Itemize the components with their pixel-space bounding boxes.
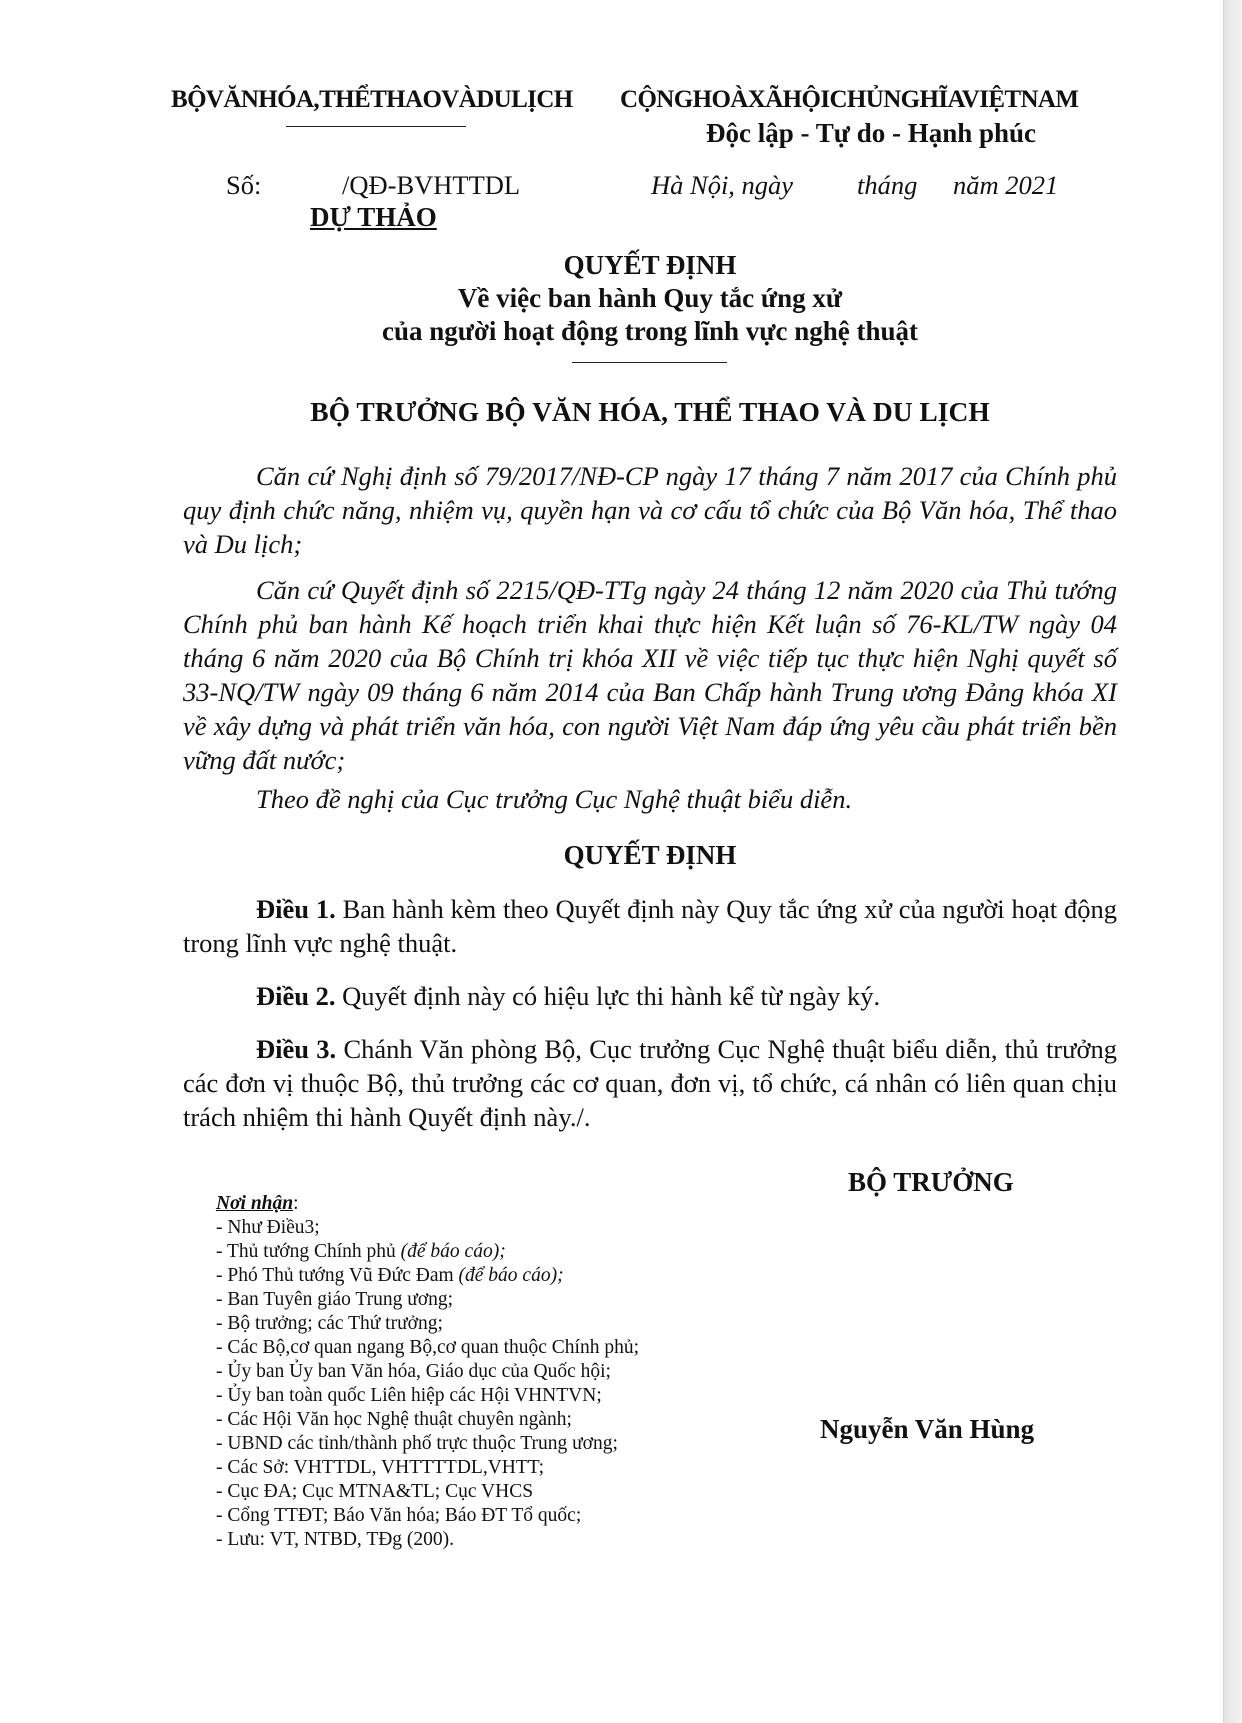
title-underline	[572, 362, 727, 363]
list-item: - Lưu: VT, NTBD, TĐg (200).	[216, 1529, 455, 1550]
preamble-paragraph-1: Căn cứ Nghị định số 79/2017/NĐ-CP ngày 17 tháng 7 năm 2017 của Chính phủ quy định chức năng, nhiệm vụ, quyền hạn và cơ cấu tổ chức của Bộ Văn hóa, Thể thao và Du lịch;	[183, 461, 1117, 559]
article-1-label: Điều 1.	[256, 894, 336, 924]
country-name: CỘNGHOÀXÃHỘICHỦNGHĨAVIỆTNAM	[620, 86, 1079, 113]
document-number-label: Số:	[226, 170, 262, 200]
article-2-label: Điều 2.	[256, 981, 336, 1011]
list-item: - Ban Tuyên giáo Trung ương;	[216, 1289, 454, 1310]
preamble-paragraph-3: Theo đề nghị của Cục trưởng Cục Nghệ thuật biểu diễn.	[256, 784, 853, 814]
draft-label: DỰ THẢO	[310, 202, 437, 232]
list-item: - Các Hội Văn học Nghệ thuật chuyên ngành;	[216, 1409, 572, 1430]
list-item: - Ủy ban Ủy ban Văn hóa, Giáo dục của Quốc hội;	[216, 1361, 611, 1382]
preamble-paragraph-2: Căn cứ Quyết định số 2215/QĐ-TTg ngày 24 tháng 12 năm 2020 của Thủ tướng Chính phủ ban hành Kế hoạch triển khai thực hiện Kết luận số 76-KL/TW ngày 04 tháng 6 năm 2020 của Bộ Chính trị khóa XII về việc tiếp tục thực hiện Nghị quyết số 33-NQ/TW ngày 09 tháng 6 năm 2014 của Ban Chấp hành Trung ương Đảng khóa XI về xây dựng và phát triển văn hóa, con người Việt Nam đáp ứng yêu cầu phát triển bền vững đất nước;	[183, 575, 1117, 775]
list-item: - Cổng TTĐT; Báo Văn hóa; Báo ĐT Tổ quốc;	[216, 1505, 582, 1526]
document-subject-line2: của người hoạt động trong lĩnh vực nghệ thuật	[382, 316, 918, 346]
date-year: năm 2021	[953, 170, 1059, 200]
document-title: QUYẾT ĐỊNH	[563, 250, 737, 280]
article-3-label: Điều 3.	[256, 1034, 337, 1064]
signer-title: BỘ TRƯỞNG	[848, 1167, 1014, 1197]
list-item: - Các Bộ,cơ quan ngang Bộ,cơ quan thuộc Chính phủ;	[216, 1337, 640, 1358]
issuing-authority: BỘ TRƯỞNG BỘ VĂN HÓA, THỂ THAO VÀ DU LỊCH	[310, 396, 990, 427]
list-item: - Các Sở: VHTTDL, VHTTTTDL,VHTT;	[216, 1457, 545, 1478]
list-item: - Ủy ban toàn quốc Liên hiệp các Hội VHNTVN;	[216, 1385, 602, 1406]
article-3	[183, 1032, 1117, 1134]
list-item: - UBND các tỉnh/thành phố trực thuộc Trung ương;	[216, 1433, 618, 1454]
recipients-colon: :	[293, 1193, 299, 1214]
article-2-text: Quyết định này có hiệu lực thi hành kể từ ngày ký.	[342, 981, 881, 1011]
list-item: - Cục ĐA; Cục MTNA&TL; Cục VHCS	[216, 1481, 534, 1502]
recipients-block	[216, 1192, 776, 1552]
article-2	[183, 979, 1117, 1013]
signer-name: Nguyễn Văn Hùng	[820, 1414, 1035, 1444]
recipients-label: Nơi nhận	[216, 1193, 294, 1214]
recipients-heading	[216, 1192, 776, 1216]
page-edge-shadow	[1223, 0, 1242, 1723]
decision-heading: QUYẾT ĐỊNH	[563, 840, 737, 870]
date-month: tháng	[857, 170, 918, 200]
date-place: Hà Nội, ngày	[651, 170, 794, 200]
list-item: - Phó Thủ tướng Vũ Đức Đam (để báo cáo);	[216, 1265, 564, 1286]
list-item: - Bộ trưởng; các Thứ trưởng;	[216, 1313, 443, 1334]
list-item: - Thủ tướng Chính phủ (để báo cáo);	[216, 1241, 506, 1262]
ministry-name: BỘVĂNHÓA,THỂTHAOVÀDULỊCH	[171, 86, 573, 113]
article-3-text: Chánh Văn phòng Bộ, Cục trưởng Cục Nghệ thuật biểu diễn, thủ trưởng các đơn vị thuộc Bộ, thủ trưởng các cơ quan, đơn vị, tổ chức, cá nhân có liên quan chịu trách nhiệm thi hành Quyết định này./.	[183, 1034, 1118, 1132]
document-subject-line1: Về việc ban hành Quy tắc ứng xử	[457, 283, 843, 313]
article-1-text: Ban hành kèm theo Quyết định này Quy tắc ứng xử của người hoạt động trong lĩnh vực nghệ thuật.	[183, 894, 1118, 958]
list-item: - Như Điều3;	[216, 1217, 320, 1238]
document-number-code: /QĐ-BVHTTDL	[342, 170, 521, 200]
national-motto: Độc lập - Tự do - Hạnh phúc	[706, 118, 1037, 148]
ministry-underline	[286, 126, 466, 127]
article-1	[183, 892, 1117, 960]
